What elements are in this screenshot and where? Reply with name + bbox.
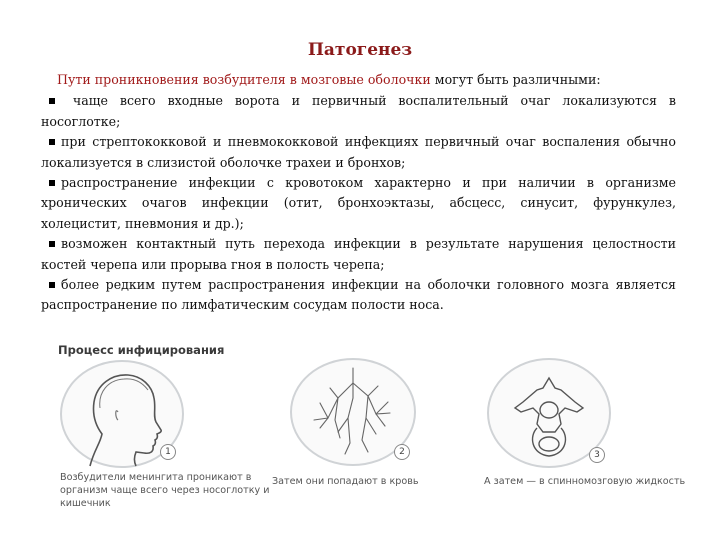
bullet-text: при стрептококковой и пневмококковой инфекциях первичный очаг воспаления обычно локализуется в слизистой оболочке трахеи и бронхов; bbox=[41, 134, 676, 170]
intro-highlight: Пути проникновения возбудителя в мозговые оболочки bbox=[57, 72, 431, 87]
step-2-number: 2 bbox=[394, 444, 410, 460]
text-body bbox=[41, 70, 676, 316]
step-3-number: 3 bbox=[589, 447, 605, 463]
bullet-text: чаще всего входные ворота и первичный воспалительный очаг локализуются в носоглотке; bbox=[41, 93, 676, 129]
bullet-square-icon bbox=[49, 98, 55, 104]
step-1-number: 1 bbox=[160, 444, 176, 460]
bullet-square-icon bbox=[49, 241, 55, 247]
bullet-item bbox=[41, 91, 676, 132]
bullet-item bbox=[41, 173, 676, 234]
page-title: Патогенез bbox=[307, 40, 413, 60]
intro-paragraph bbox=[41, 70, 676, 90]
bullet-square-icon bbox=[49, 282, 55, 288]
step-2-caption: Затем они попадают в кровь bbox=[272, 476, 419, 487]
bullet-square-icon bbox=[49, 180, 55, 186]
bullet-text: распространение инфекции с кровотоком характерно и при наличии в организме хронических очагов инфекции (отит, бронхоэктазы, абсцесс, синусит, фурункулез, холецистит, пневмония и др.); bbox=[41, 175, 676, 231]
bullet-square-icon bbox=[49, 139, 55, 145]
bullet-text: возможен контактный путь перехода инфекции в результате нарушения целостности костей черепа или прорыва гноя в полость черепа; bbox=[41, 236, 676, 272]
bullet-text: более редким путем распространения инфекции на оболочки головного мозга является распространение по лимфатическим сосудам полости носа. bbox=[41, 277, 676, 313]
intro-rest: могут быть различными: bbox=[430, 72, 601, 87]
step-1-caption: Возбудители менингита проникают в организм чаще всего через носоглотку и кишечник bbox=[60, 472, 270, 509]
bullet-item bbox=[41, 275, 676, 316]
step-3-caption: А затем — в спинномозговую жидкость bbox=[484, 476, 686, 487]
bullet-item bbox=[41, 234, 676, 275]
figure-title: Процесс инфицирования bbox=[58, 343, 225, 357]
bullet-item bbox=[41, 132, 676, 173]
